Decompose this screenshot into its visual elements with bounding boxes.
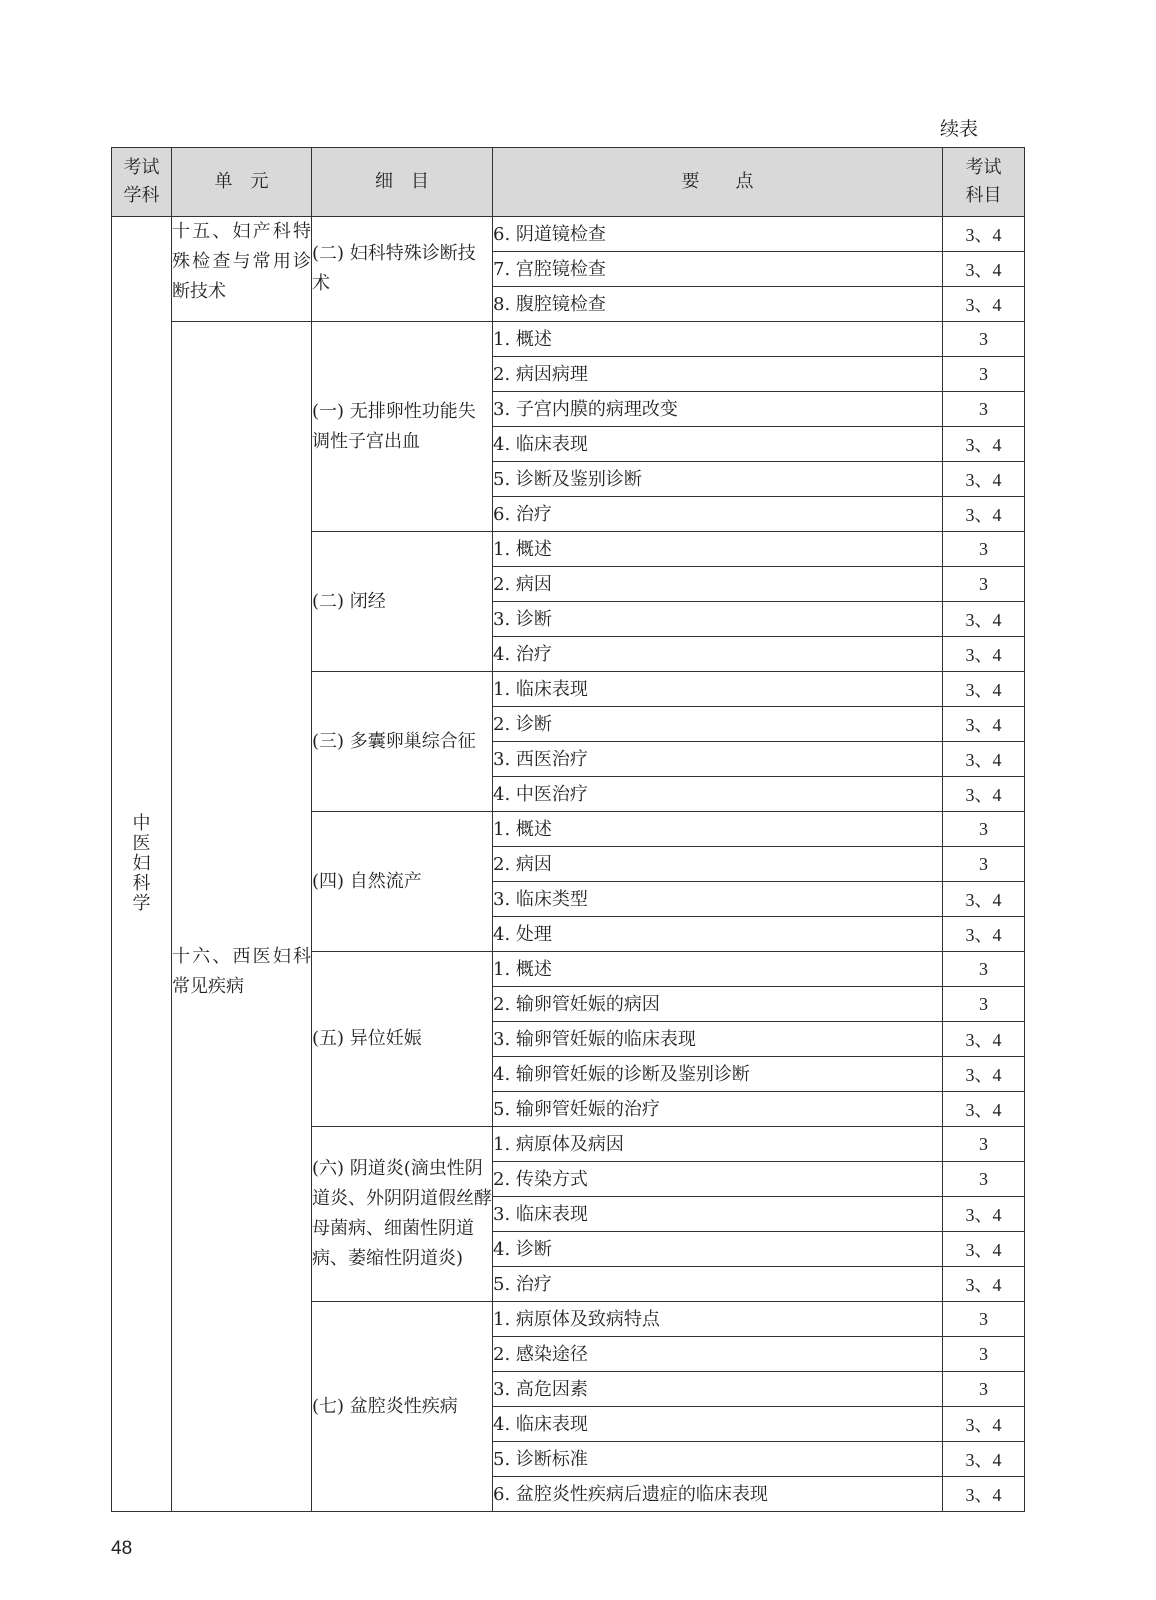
code-cell: 3、4 bbox=[943, 217, 1025, 252]
code-cell: 3、4 bbox=[943, 427, 1025, 462]
item-cell: (二) 妇科特殊诊断技术 bbox=[312, 217, 493, 322]
item-cell: (一) 无排卵性功能失调性子宫出血 bbox=[312, 322, 493, 532]
subject-cell bbox=[112, 217, 172, 1512]
point-cell: 5. 诊断及鉴别诊断 bbox=[493, 462, 943, 497]
unit-cell: 十六、西医妇科常见疾病 bbox=[172, 322, 312, 1512]
subject-label: 中医妇科学 bbox=[132, 813, 151, 914]
point-cell: 3. 西医治疗 bbox=[493, 742, 943, 777]
item-cell: (四) 自然流产 bbox=[312, 812, 493, 952]
table-body bbox=[112, 217, 1025, 1512]
point-cell: 1. 概述 bbox=[493, 532, 943, 567]
code-cell: 3、4 bbox=[943, 1442, 1025, 1477]
code-cell: 3 bbox=[943, 987, 1025, 1022]
item-cell: (七) 盆腔炎性疾病 bbox=[312, 1302, 493, 1512]
point-cell: 3. 子宫内膜的病理改变 bbox=[493, 392, 943, 427]
point-cell: 4. 诊断 bbox=[493, 1232, 943, 1267]
code-cell: 3、4 bbox=[943, 252, 1025, 287]
code-cell: 3、4 bbox=[943, 917, 1025, 952]
point-cell: 1. 临床表现 bbox=[493, 672, 943, 707]
point-cell: 1. 概述 bbox=[493, 812, 943, 847]
point-cell: 2. 输卵管妊娠的病因 bbox=[493, 987, 943, 1022]
point-cell: 3. 高危因素 bbox=[493, 1372, 943, 1407]
table-row bbox=[112, 322, 1025, 357]
code-cell: 3 bbox=[943, 847, 1025, 882]
point-cell: 2. 病因 bbox=[493, 567, 943, 602]
point-cell: 1. 病原体及致病特点 bbox=[493, 1302, 943, 1337]
item-cell: (二) 闭经 bbox=[312, 532, 493, 672]
code-cell: 3、4 bbox=[943, 497, 1025, 532]
point-cell: 4. 临床表现 bbox=[493, 1407, 943, 1442]
unit-cell: 十五、妇产科特殊检查与常用诊断技术 bbox=[172, 217, 312, 322]
code-cell: 3 bbox=[943, 952, 1025, 987]
code-cell: 3、4 bbox=[943, 742, 1025, 777]
code-cell: 3、4 bbox=[943, 602, 1025, 637]
header-unit: 单 元 bbox=[172, 148, 312, 217]
point-cell: 3. 临床类型 bbox=[493, 882, 943, 917]
point-cell: 4. 临床表现 bbox=[493, 427, 943, 462]
point-cell: 8. 腹腔镜检查 bbox=[493, 287, 943, 322]
code-cell: 3、4 bbox=[943, 672, 1025, 707]
point-cell: 5. 治疗 bbox=[493, 1267, 943, 1302]
point-cell: 2. 病因 bbox=[493, 847, 943, 882]
header-item: 细 目 bbox=[312, 148, 493, 217]
code-cell: 3、4 bbox=[943, 1197, 1025, 1232]
point-cell: 6. 治疗 bbox=[493, 497, 943, 532]
code-cell: 3、4 bbox=[943, 882, 1025, 917]
code-cell: 3、4 bbox=[943, 1057, 1025, 1092]
code-cell: 3 bbox=[943, 567, 1025, 602]
header-code: 考试科目 bbox=[943, 148, 1025, 217]
code-cell: 3 bbox=[943, 1162, 1025, 1197]
table-row bbox=[112, 217, 1025, 252]
code-cell: 3、4 bbox=[943, 1092, 1025, 1127]
point-cell: 5. 诊断标准 bbox=[493, 1442, 943, 1477]
point-cell: 3. 输卵管妊娠的临床表现 bbox=[493, 1022, 943, 1057]
continued-label: 续表 bbox=[940, 118, 979, 140]
code-cell: 3、4 bbox=[943, 462, 1025, 497]
code-cell: 3 bbox=[943, 392, 1025, 427]
code-cell: 3、4 bbox=[943, 1477, 1025, 1512]
code-cell: 3、4 bbox=[943, 707, 1025, 742]
code-cell: 3 bbox=[943, 1302, 1025, 1337]
table-header-row bbox=[112, 148, 1025, 217]
point-cell: 2. 感染途径 bbox=[493, 1337, 943, 1372]
point-cell: 6. 阴道镜检查 bbox=[493, 217, 943, 252]
point-cell: 5. 输卵管妊娠的治疗 bbox=[493, 1092, 943, 1127]
code-cell: 3、4 bbox=[943, 637, 1025, 672]
code-cell: 3 bbox=[943, 1337, 1025, 1372]
code-cell: 3 bbox=[943, 322, 1025, 357]
point-cell: 6. 盆腔炎性疾病后遗症的临床表现 bbox=[493, 1477, 943, 1512]
point-cell: 2. 传染方式 bbox=[493, 1162, 943, 1197]
point-cell: 4. 治疗 bbox=[493, 637, 943, 672]
code-cell: 3 bbox=[943, 1372, 1025, 1407]
code-cell: 3、4 bbox=[943, 1267, 1025, 1302]
code-cell: 3、4 bbox=[943, 287, 1025, 322]
code-cell: 3 bbox=[943, 1127, 1025, 1162]
point-cell: 1. 病原体及病因 bbox=[493, 1127, 943, 1162]
point-cell: 4. 中医治疗 bbox=[493, 777, 943, 812]
point-cell: 4. 输卵管妊娠的诊断及鉴别诊断 bbox=[493, 1057, 943, 1092]
header-point: 要 点 bbox=[493, 148, 943, 217]
code-cell: 3、4 bbox=[943, 1407, 1025, 1442]
point-cell: 3. 临床表现 bbox=[493, 1197, 943, 1232]
point-cell: 1. 概述 bbox=[493, 952, 943, 987]
point-cell: 4. 处理 bbox=[493, 917, 943, 952]
point-cell: 1. 概述 bbox=[493, 322, 943, 357]
header-subject: 考试学科 bbox=[112, 148, 172, 217]
point-cell: 3. 诊断 bbox=[493, 602, 943, 637]
item-cell: (六) 阴道炎(滴虫性阴道炎、外阴阴道假丝酵母菌病、细菌性阴道病、萎缩性阴道炎) bbox=[312, 1127, 493, 1302]
point-cell: 2. 诊断 bbox=[493, 707, 943, 742]
item-cell: (三) 多囊卵巢综合征 bbox=[312, 672, 493, 812]
code-cell: 3 bbox=[943, 357, 1025, 392]
code-cell: 3 bbox=[943, 812, 1025, 847]
code-cell: 3、4 bbox=[943, 777, 1025, 812]
item-cell: (五) 异位妊娠 bbox=[312, 952, 493, 1127]
page-number: 48 bbox=[111, 1538, 133, 1559]
code-cell: 3 bbox=[943, 532, 1025, 567]
point-cell: 2. 病因病理 bbox=[493, 357, 943, 392]
code-cell: 3、4 bbox=[943, 1232, 1025, 1267]
syllabus-table bbox=[111, 147, 1025, 1512]
code-cell: 3、4 bbox=[943, 1022, 1025, 1057]
point-cell: 7. 宫腔镜检查 bbox=[493, 252, 943, 287]
